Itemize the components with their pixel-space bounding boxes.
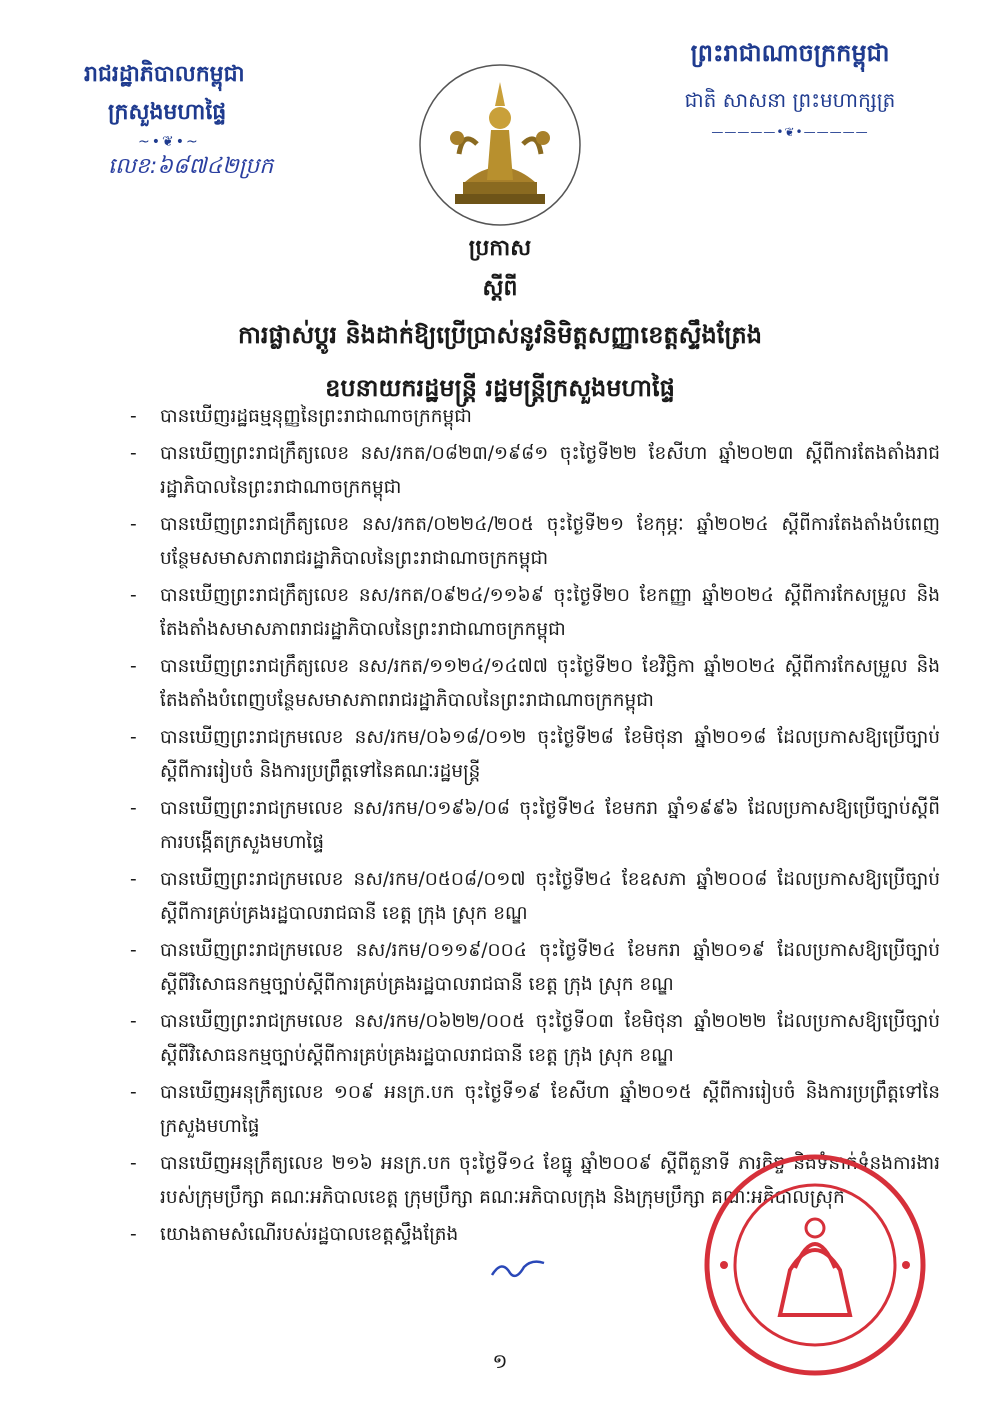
legal-reference-item [130,792,940,860]
legal-reference-text: បានឃើញព្រះរាជក្រមលេខ នស/រកម/០៥០៨/០១៧ ចុះថ្ងៃទី២៤ ខែឧសភា ឆ្នាំ២០០៨ ដែលប្រកាសឱ្យប្រើច្បាប់ស្ដីពីការគ្រប់គ្រងរដ្ឋបាលរាជធានី ខេត្ត ក្រុង ស្រុក ខណ្ឌ [160,869,940,924]
title-issuer: ឧបនាយករដ្ឋមន្ត្រី រដ្ឋមន្ត្រីក្រសួងមហាផ្ទៃ [325,374,675,402]
list-bullet: - [130,869,137,890]
title-on: ស្ដីពី [482,276,518,301]
legal-reference-item [130,1076,940,1144]
legal-reference-text: បានឃើញព្រះរាជក្រឹត្យលេខ នស/រកត/០៩២៤/១១៦៩ ចុះថ្ងៃទី២០ ខែកញ្ញា ឆ្នាំ២០២៤ ស្ដីពីការកែសម្រួល និងតែងតាំងសមាសភាពរាជរដ្ឋាភិបាលនៃព្រះរាជាណាចក្រកម្ពុជា [160,585,940,640]
kingdom-header [640,38,940,139]
legal-reference-text: បានឃើញព្រះរាជក្រឹត្យលេខ នស/រកត/០៨២៣/១៩៨១ ចុះថ្ងៃទី២២ ខែសីហា ឆ្នាំ២០២៣ ស្ដីពីការតែងតាំងរាជរដ្ឋាភិបាលនៃព្រះរាជាណាចក្រកម្ពុជា [160,443,940,498]
legal-references-list [130,400,940,1255]
legal-reference-text: បានឃើញអនុក្រឹត្យលេខ ២១៦ អនក្រ.បក ចុះថ្ងៃទី១៤ ខែធ្នូ ឆ្នាំ២០០៩ ស្ដីពីតួនាទី ភារកិច្ច និងទំនាក់ទំនងការងាររបស់ក្រុមប្រឹក្សា គណៈអភិបាលខេត្ត ក្រុមប្រឹក្សា គណៈអភិបាលក្រុង និងក្រុមប្រឹក្សា គណៈអភិបាលស្រុក [160,1153,940,1208]
government-name: រាជរដ្ឋាភិបាលកម្ពុជា [84,62,245,87]
legal-reference-item [130,1005,940,1073]
ministry-header [78,60,338,184]
royal-emblem-icon [415,60,585,230]
legal-reference-text: បានឃើញព្រះរាជក្រឹត្យលេខ នស/រកត/១១២៤/១៤៧៧ ចុះថ្ងៃទី២០ ខែវិច្ឆិកា ឆ្នាំ២០២៤ ស្ដីពីការកែសម្រួល និងតែងតាំងបំពេញបន្ថែមសមាសភាពរាជរដ្ឋាភិបាលនៃព្រះរាជាណាចក្រកម្ពុជា [160,656,940,711]
list-bullet: - [130,514,137,535]
legal-reference-item [130,721,940,789]
title-prakas: ប្រកាស [468,236,532,261]
list-bullet: - [130,1224,137,1245]
legal-reference-text: បានឃើញព្រះរាជក្រឹត្យលេខ នស/រកត/០២២៤/២០៥ ចុះថ្ងៃទី២១ ខែកុម្ភៈ ឆ្នាំ២០២៤ ស្ដីពីការតែងតាំងបំពេញបន្ថែមសមាសភាពរាជរដ្ឋាភិបាលនៃព្រះរាជាណាចក្រកម្ពុជា [160,514,940,569]
legal-reference-item [130,579,940,647]
reference-number: លេខ:៦៨៧៤២ប្រក [108,154,274,179]
legal-reference-text: បានឃើញព្រះរាជក្រមលេខ នស/រកម/០៦១៨/០១២ ចុះថ្ងៃទី២៨ ខែមិថុនា ឆ្នាំ២០១៨ ដែលប្រកាសឱ្យប្រើច្បាប់ស្ដីពីការរៀបចំ និងការប្រព្រឹត្តទៅនៃគណៈរដ្ឋមន្ត្រី [160,727,940,782]
list-bullet: - [130,1082,137,1103]
legal-reference-text: បានឃើញព្រះរាជក្រមលេខ នស/រកម/០១១៩/០០៤ ចុះថ្ងៃទី២៤ ខែមករា ឆ្នាំ២០១៩ ដែលប្រកាសឱ្យប្រើច្បាប់ស្ដីពីវិសោធនកម្មច្បាប់ស្ដីពីការគ្រប់គ្រងរដ្ឋបាលរាជធានី ខេត្ត ក្រុង ស្រុក ខណ្ឌ [160,940,940,995]
legal-reference-item [130,437,940,505]
legal-reference-item [130,508,940,576]
list-bullet: - [130,656,137,677]
legal-reference-item [130,934,940,1002]
ministry-name: ក្រសួងមហាផ្ទៃ [108,100,227,125]
legal-reference-text: បានឃើញអនុក្រឹត្យលេខ ១០៩ អនក្រ.បក ចុះថ្ងៃទី១៩ ខែសីហា ឆ្នាំ២០១៥ ស្ដីពីការរៀបចំ និងការប្រព្រឹត្តទៅនៃក្រសួងមហាផ្ទៃ [160,1082,940,1137]
legal-reference-text: បានឃើញព្រះរាជក្រមលេខ នស/រកម/០៦២២/០០៥ ចុះថ្ងៃទី០៣ ខែមិថុនា ឆ្នាំ២០២២ ដែលប្រកាសឱ្យប្រើច្បាប់ស្ដីពីវិសោធនកម្មច្បាប់ស្ដីពីការគ្រប់គ្រងរដ្ឋបាលរាជធានី ខេត្ត ក្រុង ស្រុក ខណ្ឌ [160,1011,940,1066]
list-bullet: - [130,585,137,606]
list-bullet: - [130,940,137,961]
document-title [0,234,1000,408]
legal-reference-text: បានឃើញរដ្ឋធម្មនុញ្ញនៃព្រះរាជាណាចក្រកម្ពុជា [160,406,472,427]
page-number: ១ [492,1349,508,1373]
ministry-seal-icon [700,1150,930,1380]
legal-reference-item [130,400,940,434]
initial-signature-icon [488,1255,548,1283]
legal-reference-text: បានឃើញព្រះរាជក្រមលេខ នស/រកម/០១៩៦/០៨ ចុះថ្ងៃទី២៤ ខែមករា ឆ្នាំ១៩៩៦ ដែលប្រកាសឱ្យប្រើច្បាប់ស្ដីពីការបង្កើតក្រសួងមហាផ្ទៃ [160,798,940,853]
list-bullet: - [130,406,137,427]
ornament-divider: —————•❦•————— [711,125,869,139]
title-subject: ការផ្លាស់ប្ដូរ និងដាក់ឱ្យប្រើប្រាស់នូវនិមិត្តសញ្ញាខេត្តស្ទឹងត្រែង [238,321,762,349]
list-bullet: - [130,443,137,464]
ornament-divider: ~•❦•~ [138,134,200,150]
list-bullet: - [130,798,137,819]
national-motto: ជាតិ សាសនា ព្រះមហាក្សត្រ [684,88,896,112]
legal-reference-item [130,650,940,718]
legal-reference-item [130,863,940,931]
list-bullet: - [130,727,137,748]
kingdom-name: ព្រះរាជាណាចក្រកម្ពុជា [690,39,890,67]
legal-reference-text: យោងតាមសំណើរបស់រដ្ឋបាលខេត្តស្ទឹងត្រែង [160,1224,459,1245]
list-bullet: - [130,1011,137,1032]
list-bullet: - [130,1153,137,1174]
